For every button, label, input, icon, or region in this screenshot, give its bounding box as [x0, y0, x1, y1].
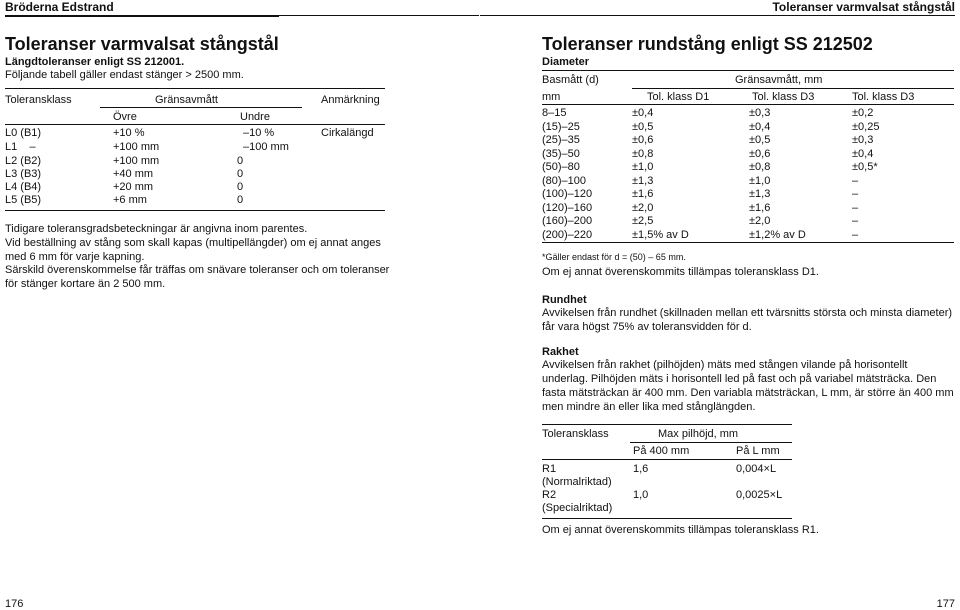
- left-note-bestallning: Vid beställning av stång som skall kapas (multipellängder) om ej annat anges med 6 mm för varje kapning.: [5, 237, 381, 263]
- r1-default-note: Om ej annat överenskommits tillämpas toleransklass R1.: [542, 524, 819, 536]
- diam-row-d1: ±0,8: [632, 147, 654, 160]
- diam-row-d3a: ±0,4: [749, 120, 771, 133]
- running-header-right: Toleranser varmvalsat stångstål: [772, 0, 955, 14]
- diameter-table-header-d1: Tol. klass D1: [647, 91, 710, 103]
- diam-row-basmatt: (15)–25: [542, 120, 580, 133]
- length-table-mid-rule: [100, 107, 302, 108]
- length-table-header-ovre: Övre: [113, 111, 137, 123]
- diameter-table-header-rule: [542, 104, 954, 105]
- rundhet-heading: Rundhet: [542, 294, 587, 306]
- header-rule-right: [480, 15, 955, 16]
- diam-row-d3b: ±0,25: [852, 120, 880, 133]
- rakhet-row-klass-sub: (Normalriktad): [542, 476, 612, 488]
- diam-row-basmatt: (160)–200: [542, 215, 593, 227]
- diameter-table-mid-rule: [632, 88, 954, 89]
- diam-row-d3b: ±0,3: [852, 134, 874, 146]
- diam-row-d1: ±0,5: [632, 120, 654, 133]
- diam-row-d3b: ±0,5*: [852, 161, 878, 173]
- rakhet-row-L: 0,0025×L: [736, 489, 783, 501]
- diam-row-basmatt: (200)–220: [542, 228, 593, 241]
- row-klass: L1 –: [5, 141, 36, 153]
- header-rule-left: [5, 15, 279, 17]
- diam-row-basmatt: (100)–120: [542, 188, 593, 200]
- length-table-header-anmarkning: Anmärkning: [321, 94, 380, 106]
- diam-row-d3b: ±0,2: [852, 107, 874, 119]
- row-undre: –100 mm: [243, 141, 289, 153]
- row-klass: L3 (B3): [5, 168, 42, 180]
- rakhet-table-bottom-rule: [542, 518, 792, 519]
- row-undre: 0: [237, 181, 244, 193]
- length-table-header-gransavmatt: Gränsavmått: [155, 94, 218, 106]
- diam-row-d1: ±1,3: [632, 174, 654, 187]
- left-page-intro: Följande tabell gäller endast stänger > 2500 mm.: [5, 69, 244, 81]
- diameter-heading: Diameter: [542, 56, 590, 68]
- row-ovre: +20 mm: [113, 181, 154, 193]
- row-undre: –10 %: [243, 127, 275, 139]
- rakhet-row-400: 1,0: [633, 489, 649, 501]
- rakhet-row-klass-sub: (Specialriktad): [542, 502, 613, 514]
- rakhet-table-top-rule: [542, 424, 792, 425]
- diam-row-d1: ±2,0: [632, 201, 654, 214]
- diameter-table-header-basmatt: Basmått (d): [542, 74, 599, 86]
- diam-row-d3a: ±0,3: [749, 107, 771, 119]
- page-number-left: 176: [5, 598, 24, 610]
- row-ovre: +40 mm: [113, 168, 154, 180]
- rakhet-table-header-rule: [542, 459, 792, 460]
- diam-row-basmatt: (35)–50: [542, 147, 580, 160]
- row-undre: 0: [237, 155, 244, 167]
- length-table-top-rule: [5, 88, 385, 89]
- diameter-table-header-d3b: Tol. klass D3: [852, 91, 915, 103]
- rakhet-table-header-max: Max pilhöjd, mm: [658, 428, 739, 440]
- left-page-subtitle: Längdtoleranser enligt SS 212001.: [5, 56, 185, 68]
- row-anmarkning: Cirkalängd: [321, 127, 374, 139]
- diam-row-d3a: ±0,6: [749, 147, 771, 160]
- rakhet-text: Avvikelsen från rakhet (pilhöjden) mäts med stången vilande på horisontellt underlag. Pilhöjden mäts i horisontell led på fast och på variabel mätsträcka. Den fasta mätsträckan är 400 mm. Den variabla mätsträckan, L mm, är större än 400 mm men mindre än eller lika med stånglängden.: [542, 359, 954, 413]
- diam-row-d3a: ±1,6: [749, 201, 771, 214]
- rakhet-table-header-400: På 400 mm: [633, 445, 690, 457]
- diam-row-d3a: ±0,8: [749, 161, 771, 173]
- right-page-title: Toleranser rundstång enligt SS 212502: [542, 34, 873, 54]
- row-ovre: +100 mm: [113, 141, 160, 153]
- row-klass: L2 (B2): [5, 155, 42, 167]
- row-ovre: +6 mm: [113, 194, 147, 206]
- rakhet-row-L: 0,004×L: [736, 463, 777, 475]
- left-page-title: Toleranser varmvalsat stångstål: [5, 34, 279, 54]
- header-rule-left-thin: [279, 15, 479, 16]
- running-header-left: Bröderna Edstrand: [5, 0, 114, 14]
- diam-row-d1: ±0,6: [632, 134, 654, 146]
- length-table-header-undre: Undre: [240, 111, 270, 123]
- diam-row-d1: ±1,5% av D: [632, 228, 689, 241]
- diameter-footnote: *Gäller endast för d = (50) – 65 mm.: [542, 252, 686, 262]
- rakhet-row-400: 1,6: [633, 463, 649, 475]
- rakhet-table-header-L: På L mm: [736, 445, 780, 457]
- diam-row-d3b: ±0,4: [852, 147, 874, 160]
- rakhet-row-klass: R2: [542, 489, 557, 501]
- diam-row-d3a: ±1,3: [749, 188, 771, 200]
- left-note-overenskommelse: Särskild överenskommelse får träffas om snävare toleranser och om toleranser för stänger kortare än 2 500 mm.: [5, 264, 390, 290]
- diameter-table-header-mm: mm: [542, 91, 561, 103]
- rakhet-table-mid-rule: [630, 442, 792, 443]
- diam-row-d1: ±0,4: [632, 107, 654, 119]
- diam-row-basmatt: 8–15: [542, 107, 567, 119]
- diam-row-basmatt: (120)–160: [542, 201, 593, 214]
- diam-row-d3a: ±2,0: [749, 215, 771, 227]
- row-klass: L4 (B4): [5, 181, 42, 193]
- rakhet-row-klass: R1: [542, 463, 557, 475]
- diam-row-d1: ±1,0: [632, 161, 654, 173]
- row-undre: 0: [237, 168, 244, 180]
- page-number-right: 177: [936, 598, 955, 610]
- diam-row-d3b: –: [852, 201, 859, 214]
- diam-row-d3b: –: [852, 188, 859, 200]
- diam-row-d3b: –: [852, 228, 859, 241]
- diam-row-d3a: ±0,5: [749, 134, 771, 146]
- diam-row-d3b: –: [852, 174, 859, 187]
- diam-row-d3a: ±1,0: [749, 174, 771, 187]
- diam-row-d3a: ±1,2% av D: [749, 228, 806, 241]
- diam-row-d1: ±2,5: [632, 215, 654, 227]
- diam-row-d1: ±1,6: [632, 188, 654, 200]
- diameter-table-bottom-rule: [542, 242, 954, 243]
- row-undre: 0: [237, 194, 244, 206]
- row-klass: L0 (B1): [5, 127, 42, 139]
- length-table-bottom-rule: [5, 210, 385, 211]
- row-ovre: +10 %: [113, 127, 145, 139]
- length-table-header-rule: [5, 124, 385, 125]
- diameter-table-top-rule: [542, 70, 954, 71]
- length-table-header-klass: Toleransklass: [5, 94, 72, 106]
- diam-row-d3b: –: [852, 215, 859, 227]
- left-note-parentes: Tidigare toleransgradsbeteckningar är angivna inom parentes.: [5, 223, 308, 235]
- diam-row-basmatt: (50)–80: [542, 161, 580, 173]
- row-ovre: +100 mm: [113, 155, 160, 167]
- diameter-table-header-gransavmatt: Gränsavmått, mm: [735, 74, 823, 86]
- d1-default-note: Om ej annat överenskommits tillämpas toleransklass D1.: [542, 266, 819, 278]
- rakhet-table-header-klass: Toleransklass: [542, 428, 609, 440]
- diam-row-basmatt: (80)–100: [542, 174, 587, 187]
- diameter-table-header-d3a: Tol. klass D3: [752, 91, 815, 103]
- row-klass: L5 (B5): [5, 194, 42, 206]
- diam-row-basmatt: (25)–35: [542, 134, 580, 146]
- rundhet-text: Avvikelsen från rundhet (skillnaden mellan ett tvärsnitts största och minsta diameter) får vara högst 75% av toleransvidden för d.: [542, 307, 953, 333]
- rakhet-heading: Rakhet: [542, 346, 579, 358]
